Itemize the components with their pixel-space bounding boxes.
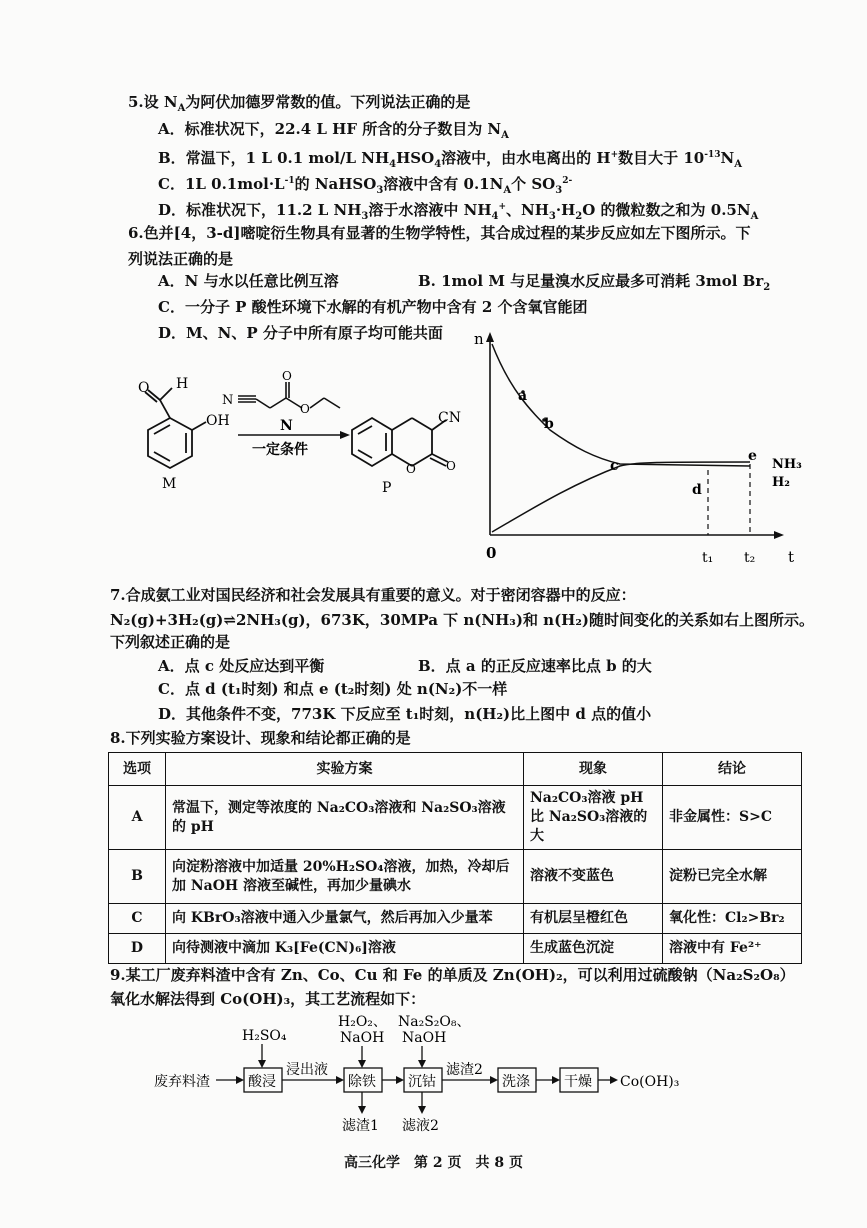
- row-c-plan: 向 KBrO₃溶液中通入少量氯气，然后再加入少量苯: [166, 904, 524, 934]
- origin-label: 0: [486, 544, 497, 562]
- residue-2-label: 滤渣2: [446, 1062, 483, 1078]
- row-a-plan: 常温下，测定等浓度的 Na₂CO₃溶液和 Na₂SO₃溶液的 pH: [166, 786, 524, 850]
- step-acid-leach: 酸浸: [248, 1074, 276, 1090]
- flow-start: 废弃料渣: [154, 1074, 210, 1090]
- q6-stem-line2: 列说法正确的是: [128, 250, 234, 268]
- x-axis-arrow: [774, 531, 784, 539]
- m-aldehyde-h: H: [176, 376, 189, 392]
- reaction-condition: 一定条件: [252, 442, 308, 458]
- table-row[interactable]: [109, 786, 802, 850]
- q8-stem: 8.下列实验方案设计、现象和结论都正确的是: [110, 729, 411, 747]
- row-b-phenomenon: 溶液不变蓝色: [524, 850, 663, 904]
- row-b-option: B: [109, 850, 166, 904]
- reagent-h2so4: H₂SO₄: [242, 1028, 287, 1044]
- q5-option-b[interactable]: B．常温下，1 L 0.1 mol/L $NH_4HSO_4$溶液中，由水电离出的 H+数目大于 $10^{-13}N_A$: [158, 149, 742, 170]
- page-footer: 高三化学 第 2 页 共 8 页: [344, 1155, 523, 1171]
- y-axis-label: n: [474, 330, 484, 348]
- process-flowchart: [150, 1010, 710, 1135]
- nh3-h2-time-chart: [460, 330, 810, 575]
- reaction-scheme: [110, 370, 465, 500]
- q5-option-a[interactable]: A．标准状况下，22.4 L HF 所含的分子数目为 $N_A$: [158, 120, 509, 141]
- q9-stem-line1: 9.某工厂废弃料渣中含有 Zn、Co、Cu 和 Fe 的单质及 Zn(OH)₂，可以利用过硫酸钠（Na₂S₂O₈）: [110, 966, 795, 984]
- reagent-naoh-2: NaOH: [402, 1030, 447, 1046]
- q6-option-b[interactable]: B. 1mol M 与足量溴水反应最多可消耗 3mol $Br_2$: [418, 272, 771, 293]
- row-d-phenomenon: 生成蓝色沉淀: [524, 934, 663, 964]
- reagent-na2s2o8: Na₂S₂O₈、: [398, 1014, 471, 1030]
- m-hydroxyl: OH: [206, 413, 230, 429]
- step-wash: 洗涤: [502, 1074, 530, 1090]
- point-e-label: e: [748, 448, 757, 464]
- row-b-plan: 向淀粉溶液中加适量 20%H₂SO₄溶液，加热，冷却后加 NaOH 溶液至碱性，再加少量碘水: [166, 850, 524, 904]
- q7-stem-line3: 下列叙述正确的是: [110, 633, 231, 651]
- q6-stem-line1: 6.色并[4，3-d]嘧啶衍生物具有显著的生物学特性，其合成过程的某步反应如左下图所示。下: [128, 224, 751, 242]
- row-c-phenomenon: 有机层呈橙红色: [524, 904, 663, 934]
- label-p: P: [382, 480, 392, 496]
- molecule-p: [352, 418, 448, 466]
- row-b-conclusion: 淀粉已完全水解: [663, 850, 802, 904]
- q5-option-d[interactable]: D．标准状况下，11.2 L $NH_3$溶于水溶液中 $NH_4^+$、$NH_3\cdot H_2O$ 的微粒数之和为 $0.5N_A$: [158, 201, 759, 222]
- row-c-option: C: [109, 904, 166, 934]
- p-nitrile: CN: [438, 410, 461, 426]
- row-a-option: A: [109, 786, 166, 850]
- q9-stem-line2: 氧化水解法得到 Co(OH)₃，其工艺流程如下：: [110, 990, 426, 1008]
- q5-option-c[interactable]: C．1L $0.1mol\cdot L^{-1}$的 NaHSO$_3$溶液中含有 $0.1N_A$个 $SO_3^{2-}$: [158, 175, 573, 196]
- tick-t1: t₁: [702, 550, 714, 566]
- row-d-option: D: [109, 934, 166, 964]
- table-header-row: [109, 753, 802, 786]
- label-m: M: [162, 476, 177, 492]
- nh3-curve: [492, 462, 750, 532]
- q7-option-b[interactable]: B．点 a 的正反应速率比点 b 的大: [418, 657, 652, 675]
- h2-curve: [492, 344, 750, 466]
- y-axis-arrow: [486, 332, 494, 342]
- n-carbonyl-o: O: [282, 370, 292, 383]
- q6-option-d[interactable]: D．M、N、P 分子中所有原子均可能共面: [158, 324, 443, 342]
- row-d-conclusion: 溶液中有 Fe²⁺: [663, 934, 802, 964]
- filtrate-2: 滤液2: [402, 1118, 439, 1134]
- x-axis-label: t: [788, 548, 795, 566]
- label-n: N: [280, 418, 293, 434]
- point-d-label: d: [692, 482, 702, 498]
- point-c-label: c: [610, 458, 619, 474]
- reaction-arrowhead: [340, 431, 350, 439]
- q6-option-a[interactable]: A．N 与水以任意比例互溶: [158, 272, 339, 290]
- header-option: 选项: [109, 753, 166, 786]
- n-ester-o: O: [300, 402, 310, 416]
- step-dry: 干燥: [564, 1074, 592, 1090]
- p-ring-o: O: [406, 462, 416, 476]
- q7-option-a[interactable]: A．点 c 处反应达到平衡: [158, 657, 325, 675]
- tick-t2: t₂: [744, 550, 756, 566]
- q6-option-c[interactable]: C．一分子 P 酸性环境下水解的有机产物中含有 2 个含氧官能团: [158, 298, 588, 316]
- header-conclusion: 结论: [663, 753, 802, 786]
- table-row[interactable]: [109, 934, 802, 964]
- header-phenomenon: 现象: [524, 753, 663, 786]
- flow-end-product: Co(OH)₃: [620, 1074, 680, 1090]
- table-row[interactable]: [109, 850, 802, 904]
- row-a-conclusion: 非金属性：S>C: [663, 786, 802, 850]
- q7-option-d[interactable]: D．其他条件不变，773K 下反应至 t₁时刻，n(H₂)比上图中 d 点的值小: [158, 705, 652, 723]
- residue-1: 滤渣1: [342, 1118, 379, 1134]
- leachate-label: 浸出液: [286, 1062, 328, 1078]
- table-row[interactable]: [109, 904, 802, 934]
- q7-stem-line2: N₂(g)+3H₂(g)⇌2NH₃(g)，673K，30MPa 下 n(NH₃)和 n(H₂)随时间变化的关系如右上图所示。: [110, 611, 815, 629]
- step-remove-iron: 除铁: [348, 1074, 376, 1090]
- series-label-h2: H₂: [772, 475, 790, 490]
- experiment-table: [108, 752, 802, 964]
- series-label-nh3: NH₃: [772, 457, 802, 472]
- reagent-naoh-1: NaOH: [340, 1030, 385, 1046]
- q7-option-c[interactable]: C．点 d (t₁时刻) 和点 e (t₂时刻) 处 n(N₂)不一样: [158, 680, 508, 698]
- reagent-h2o2: H₂O₂、: [338, 1014, 387, 1030]
- molecule-n: [238, 382, 340, 408]
- row-a-phenomenon: Na₂CO₃溶液 pH 比 Na₂SO₃溶液的大: [524, 786, 663, 850]
- row-c-conclusion: 氧化性：Cl₂>Br₂: [663, 904, 802, 934]
- row-d-plan: 向待测液中滴加 K₃[Fe(CN)₆]溶液: [166, 934, 524, 964]
- m-oxygen: O: [138, 380, 150, 396]
- point-a-label: a: [518, 388, 528, 404]
- header-plan: 实验方案: [166, 753, 524, 786]
- p-carbonyl-o: O: [446, 459, 456, 473]
- step-precipitate-cobalt: 沉钴: [408, 1074, 436, 1090]
- q5-stem: 5.设 $N_A$为阿伏加德罗常数的值。下列说法正确的是: [128, 93, 471, 114]
- point-b-label: b: [544, 416, 554, 432]
- n-nitrile-n: N: [222, 393, 234, 408]
- molecule-m: [145, 388, 206, 468]
- q7-stem-line1: 7.合成氨工业对国民经济和社会发展具有重要的意义。对于密闭容器中的反应：: [110, 586, 636, 604]
